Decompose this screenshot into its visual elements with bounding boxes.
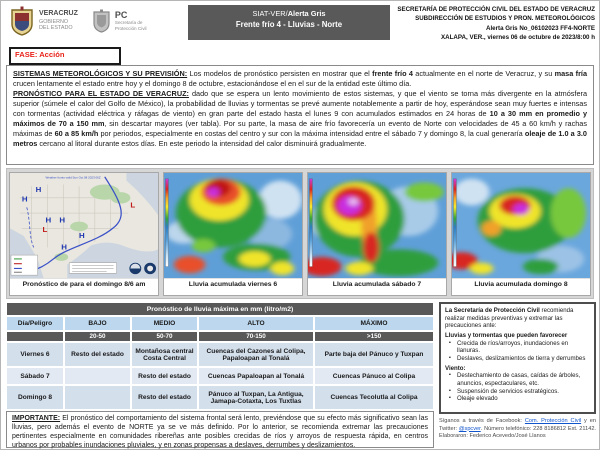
cell-day: Sábado 7 — [6, 367, 64, 385]
table-title: Pronóstico de lluvia máxima en mm (litro/m2) — [6, 302, 434, 316]
cell-medio: Resto del estado — [131, 385, 198, 410]
cell-day: Viernes 6 — [6, 342, 64, 367]
intro-rest: recomienda realizar medidas preventivas y extremar las precauciones ante: — [445, 307, 574, 330]
wind-gusts: 60 a 85 km/h — [54, 129, 99, 139]
cell-bajo: Resto del estado — [64, 342, 131, 367]
pc-shield-icon — [92, 9, 111, 34]
text-segment: Los modelos de pronóstico persisten en mostrar que el — [187, 69, 373, 78]
svg-text:Weather fronts valid Sun Oct 0: Weather fronts valid Sun Oct 08 2023 06Z — [45, 175, 101, 180]
veracruz-logo — [9, 6, 78, 36]
svg-text:L: L — [42, 224, 48, 234]
wind-bullet: ▪ Suspensión de servicios estratégicos. — [449, 388, 590, 396]
text-segment: cercano al litoral durante estos días. En este periodo la intensidad del calor disminuirá gradualmente. — [37, 139, 367, 149]
veracruz-logo-sub1: GOBIERNO — [39, 18, 69, 25]
cell-medio: Resto del estado — [131, 367, 198, 385]
agency-name: La Secretaría de Protección Civil — [445, 307, 540, 314]
rain-friday-map — [164, 173, 302, 278]
surface-forecast-map-panel — [9, 172, 159, 296]
text-segment: actualmente en el norte de Veracruz, y su — [412, 69, 555, 78]
surface-forecast-map-image — [10, 173, 158, 278]
svg-text:H: H — [79, 230, 85, 240]
wind-bullet: ▪ Oleaje elevado — [449, 395, 590, 403]
maps-strip — [6, 168, 594, 299]
front-name: frente frío 4 — [372, 69, 413, 78]
text-segment: dado que se espera un lento movimiento de estos sistemas, y que el viento se torna más divergente en la atmósfera superior (súmele el calor del Golfo de México), la probabilidad de lluvias y tormentas se prevé aumente notablemente a partir de hoy, esperándose sean muy fuertes e intensas con tormentas (actividad eléctrica y ráfagas de viento) en gran parte del estado hasta el lunes 9 con acumulados estimados en 24 horas de — [13, 89, 588, 119]
footer-text: Síganos a través de Facebook: — [439, 418, 525, 424]
wave-height: oleaje de 1.0 a 3.0 metros — [13, 129, 587, 149]
range-empty — [6, 331, 64, 342]
cold-mass: masa fría — [554, 69, 587, 78]
pc-logo-sub: Secretaría de Protección Civil — [114, 19, 147, 31]
rain-saturday-map-panel — [307, 172, 447, 296]
text-segment: , sin descartar mayores (ver tabla). Por su parte, la masa de aire frío favorecería un evento de Norte con velocidades de 45 a 60 km/h y rachas máximas de — [13, 119, 587, 139]
wind-bullet: ▪ Destechamiento de casas, caídas de árboles, anuncios, espectaculares, etc. — [449, 372, 590, 387]
rain-forecast-table — [6, 302, 434, 410]
footer-text: . Número telefónico: 228 8186812 Ext. 21142. Elaboraron: Federico Acevedo/José Llanos — [439, 425, 596, 440]
cell-maximo: Cuencas Tecolutla al Colipa — [314, 385, 434, 410]
range-bajo: 20-50 — [64, 331, 131, 342]
wind-bullet-list — [445, 372, 590, 403]
storm-bullet: ▪ Deslaves, deslizamientos de tierra y derrumbes — [449, 355, 590, 363]
alert-title-line2: Frente frío 4 - Lluvias - Norte — [235, 20, 343, 29]
fase-badge: FASE: Acción — [9, 47, 121, 65]
agency-line-2: SUBDIRECCIÓN DE ESTUDIOS Y PRON. METEOROLÓGICOS — [415, 15, 595, 23]
rain-saturday-caption: Lluvia acumulada sábado 7 — [308, 278, 446, 295]
forecast-text-box — [6, 65, 594, 165]
cell-alto: Pánuco al Tuxpan, La Antigua, Jamapa-Cotaxta, Los Tuxtlas — [198, 385, 314, 410]
agency-line-1: SECRETARÍA DE PROTECCIÓN CIVIL DEL ESTADO DE VERACRUZ — [397, 6, 595, 13]
alert-type: Alerta Gris — [287, 9, 326, 18]
rain-sunday-caption: Lluvia acumulada domingo 8 — [452, 278, 590, 295]
important-note-box — [6, 411, 434, 448]
svg-text:H: H — [21, 194, 28, 204]
storm-bullet-list — [445, 340, 590, 363]
cell-maximo: Parte baja del Pánuco y Tuxpan — [314, 342, 434, 367]
svg-text:H: H — [59, 215, 66, 225]
cell-day: Domingo 8 — [6, 385, 64, 410]
contact-footer — [439, 418, 596, 441]
veracruz-logo-title: VERACRUZ — [39, 9, 78, 17]
cell-maximo: Cuencas Pánuco al Colipa — [314, 367, 434, 385]
col-header-alto: ALTO — [198, 316, 314, 331]
col-header-medio: MEDIO — [131, 316, 198, 331]
rain-sunday-map — [452, 173, 590, 278]
rain-saturday-map-image — [308, 173, 446, 278]
table-row-friday — [6, 342, 434, 367]
recommendations-panel — [439, 302, 596, 414]
alert-title-box — [188, 5, 390, 40]
forecast-paragraph-state — [13, 89, 587, 149]
cell-alto: Cuencas Papaloapan al Tonalá — [198, 367, 314, 385]
table-row-saturday — [6, 367, 434, 385]
rain-saturday-map — [308, 173, 446, 278]
rain-friday-map-image — [164, 173, 302, 278]
cell-alto: Cuencas del Cazones al Colipa, Papaloapan al Tonalá — [198, 342, 314, 367]
header-agency-block — [373, 5, 595, 42]
important-text: El pronóstico del comportamiento del sistema frontal será lento, previéndose que su efecto más significativo sean las lluvias, pero además el evento de NORTE ya se ve más definido. Por lo anterior, se recomienda extremar las precauciones pertinentes especialmente en comunidades ribereñas ante posibles crecidas de ríos y arroyos de respuesta rápida, en centros urbanos por probables inundaciones pluviales, y en zonas propensas a deslaves, derrumbes y deslizamientos. — [12, 415, 428, 450]
pc-logo — [92, 9, 157, 34]
table-range-row — [6, 331, 434, 342]
storm-bullet: ▪ Crecida de ríos/arroyos, inundaciones en llanuras. — [449, 340, 590, 355]
header-logos — [9, 6, 157, 36]
col-header-maximo: MÁXIMO — [314, 316, 434, 331]
storm-heading: Lluvias y tormentas que pueden favorecer — [445, 332, 568, 340]
veracruz-coat-of-arms-icon — [9, 6, 35, 36]
text-segment: por periodos, especialmente en costas del centro y sur con la máxima intensidad entre el sábado 7 y domingo 8, la cual generaría — [98, 129, 525, 139]
surface-map-caption: Pronóstico de para el domingo 8/6 am — [10, 278, 158, 295]
rain-sunday-map-image — [452, 173, 590, 278]
range-alto: 70-150 — [198, 331, 314, 342]
pc-logo-abbr: PC — [114, 9, 128, 20]
wind-heading: Viento: — [445, 364, 466, 372]
rain-friday-caption: Lluvia acumulada viernes 6 — [164, 278, 302, 295]
rain-friday-map-panel — [163, 172, 303, 296]
facebook-link[interactable]: Com. Protección Civil — [524, 418, 582, 424]
cell-bajo — [64, 367, 131, 385]
col-header-day: Día/Peligro — [6, 316, 64, 331]
range-maximo: >150 — [314, 331, 434, 342]
col-header-bajo: BAJO — [64, 316, 131, 331]
cell-medio: Montañosa central Costa Central — [131, 342, 198, 367]
rain-amounts: 10 a 30 mm en promedio y máximos de 70 a 150 mm — [13, 109, 587, 129]
forecast-paragraph-systems — [13, 69, 587, 89]
twitter-link[interactable]: @spcver — [458, 425, 481, 432]
surface-forecast-map — [10, 173, 158, 278]
systems-heading: SISTEMAS METEOROLÓGICOS Y SU PREVISIÓN: — [13, 69, 188, 78]
svg-text:H: H — [61, 241, 68, 251]
important-label: IMPORTANTE: — [12, 415, 61, 422]
rain-sunday-map-panel — [451, 172, 591, 296]
svg-text:H: H — [45, 215, 52, 225]
alert-number-line: Alerta Gris No_06102023 FF4-NORTE — [485, 24, 595, 32]
table-header-row — [6, 316, 434, 331]
recommendations-intro — [445, 307, 590, 330]
svg-text:L: L — [130, 199, 136, 209]
date-line: XALAPA, VER., viernes 06 de octubre de 2023/8:00 h — [441, 33, 595, 41]
alert-title-line1 — [188, 9, 390, 18]
veracruz-logo-sub2: DEL ESTADO — [39, 25, 73, 32]
range-medio: 50-70 — [131, 331, 198, 342]
svg-text:H: H — [35, 184, 42, 194]
alert-system-name: SIAT-VER/ — [252, 9, 288, 18]
table-row-sunday — [6, 385, 434, 410]
state-forecast-heading: PRONÓSTICO PARA EL ESTADO DE VERACRUZ: — [13, 89, 189, 99]
footer-text: y en Twitter: — [439, 418, 596, 432]
cell-bajo — [64, 385, 131, 410]
text-segment: crucen lentamente el estado entre hoy y el domingo 8 de octubre, estacionándose el en el sur de la entidad este último día. — [13, 79, 412, 89]
